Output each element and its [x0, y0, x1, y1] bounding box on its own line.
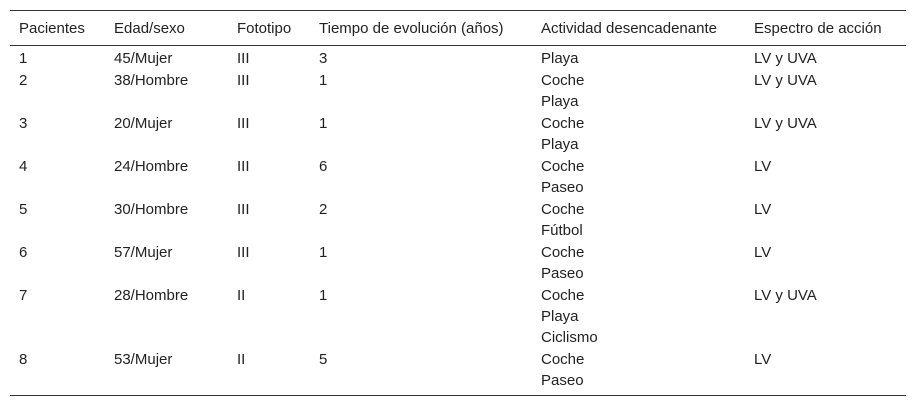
cell-actividad — [532, 113, 745, 156]
actividad-item: Ciclismo — [541, 329, 598, 346]
patients-table-container — [10, 10, 906, 396]
cell-fototipo: II — [237, 287, 246, 304]
actividad-item: Paseo — [541, 372, 584, 389]
actividad-item: Playa — [541, 50, 579, 67]
actividad-item: Coche — [541, 158, 585, 175]
table-row — [10, 285, 906, 349]
cell-espectro: LV y UVA — [754, 115, 817, 132]
actividad-item: Coche — [541, 201, 585, 218]
cell-tiempo-evolucion: 1 — [319, 115, 328, 132]
cell-actividad — [532, 156, 745, 199]
table-row — [10, 199, 906, 242]
table-row — [10, 70, 906, 113]
cell-tiempo-evolucion: 3 — [319, 50, 328, 67]
cell-edad-sexo: 53/Mujer — [105, 349, 228, 396]
cell-paciente: 4 — [19, 158, 28, 175]
cell-edad-sexo: 38/Hombre — [114, 72, 189, 89]
cell-espectro: LV y UVA — [754, 287, 817, 304]
cell-actividad — [532, 46, 745, 71]
cell-fototipo: III — [237, 158, 250, 175]
header-pacientes: Pacientes — [10, 11, 105, 46]
header-tiempo-evolucion: Tiempo de evolución (años) — [310, 11, 532, 46]
cell-actividad — [532, 70, 745, 113]
cell-actividad — [532, 349, 745, 396]
actividad-item: Coche — [541, 115, 585, 132]
patients-table — [10, 10, 906, 396]
cell-tiempo-evolucion: 1 — [319, 72, 328, 89]
cell-fototipo: III — [237, 244, 250, 261]
header-edad-sexo: Edad/sexo — [105, 11, 228, 46]
header-actividad: Actividad desencadenante — [532, 11, 745, 46]
cell-actividad — [532, 242, 745, 285]
cell-actividad — [532, 199, 745, 242]
cell-fototipo: III — [237, 115, 250, 132]
header-fototipo: Fototipo — [228, 11, 310, 46]
cell-espectro: LV — [754, 158, 772, 175]
cell-paciente: 3 — [19, 115, 28, 132]
cell-actividad — [532, 285, 745, 349]
cell-fototipo: III — [237, 72, 250, 89]
cell-edad-sexo: 45/Mujer — [114, 50, 173, 67]
actividad-item: Paseo — [541, 265, 584, 282]
cell-espectro: LV y UVA — [754, 50, 817, 67]
table-row — [10, 113, 906, 156]
cell-paciente: 1 — [19, 50, 28, 67]
actividad-item: Coche — [541, 351, 585, 368]
cell-paciente: 7 — [19, 287, 28, 304]
cell-espectro: LV — [754, 201, 772, 218]
cell-fototipo: III — [237, 50, 250, 67]
cell-paciente: 6 — [19, 244, 28, 261]
cell-paciente: 8 — [10, 349, 105, 396]
cell-tiempo-evolucion: 1 — [319, 244, 328, 261]
header-espectro: Espectro de acción — [745, 11, 906, 46]
actividad-item: Paseo — [541, 179, 584, 196]
cell-paciente: 2 — [19, 72, 28, 89]
cell-tiempo-evolucion: 1 — [319, 287, 328, 304]
actividad-item: Playa — [541, 93, 579, 110]
cell-fototipo: III — [237, 201, 250, 218]
table-body — [10, 46, 906, 396]
actividad-item: Playa — [541, 308, 579, 325]
cell-paciente: 5 — [19, 201, 28, 218]
cell-tiempo-evolucion: 5 — [310, 349, 532, 396]
cell-fototipo: II — [228, 349, 310, 396]
cell-edad-sexo: 57/Mujer — [114, 244, 173, 261]
cell-edad-sexo: 28/Hombre — [114, 287, 189, 304]
header-row — [10, 11, 906, 46]
table-row — [10, 46, 906, 71]
table-row — [10, 242, 906, 285]
actividad-item: Coche — [541, 287, 585, 304]
table-header — [10, 11, 906, 46]
cell-espectro: LV — [754, 244, 772, 261]
cell-espectro: LV — [745, 349, 906, 396]
actividad-item: Coche — [541, 244, 585, 261]
actividad-item: Playa — [541, 136, 579, 153]
cell-edad-sexo: 24/Hombre — [114, 158, 189, 175]
cell-edad-sexo: 20/Mujer — [114, 115, 173, 132]
cell-tiempo-evolucion: 6 — [319, 158, 328, 175]
actividad-item: Fútbol — [541, 222, 583, 239]
cell-tiempo-evolucion: 2 — [319, 201, 328, 218]
actividad-item: Coche — [541, 72, 585, 89]
table-row — [10, 349, 906, 396]
cell-edad-sexo: 30/Hombre — [114, 201, 189, 218]
table-row — [10, 156, 906, 199]
cell-espectro: LV y UVA — [754, 72, 817, 89]
